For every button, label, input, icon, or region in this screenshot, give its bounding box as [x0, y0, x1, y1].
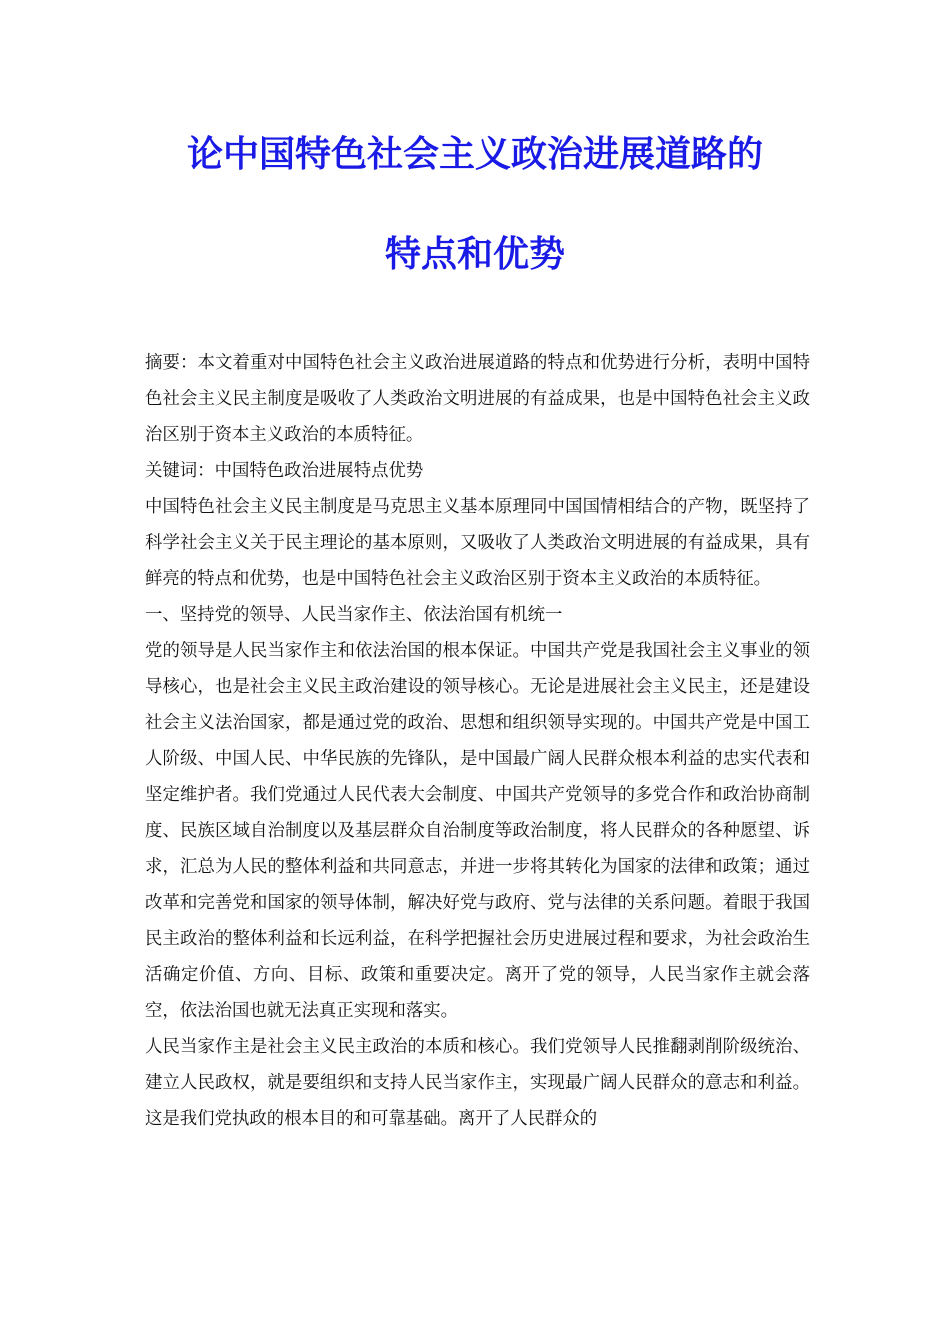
section-1-paragraph-2: 人民当家作主是社会主义民主政治的本质和核心。我们党领导人民推翻剥削阶级统治、建立人民政权，就是要组织和支持人民当家作主，实现最广阔人民群众的意志和利益。这是我们党执政的根本目的和可靠基础。离开了人民群众的 — [145, 1037, 810, 1129]
document-title-line-2: 特点和优势 — [384, 234, 565, 275]
document-body — [145, 345, 810, 1137]
abstract-paragraph: 摘要：本文着重对中国特色社会主义政治进展道路的特点和优势进行分析，表明中国特色社会主义民主制度是吸收了人类政治文明进展的有益成果，也是中国特色社会主义政治区别于资本主义政治的本质特征。 — [145, 353, 810, 445]
document-title-line-1: 论中国特色社会主义政治进展道路的 — [186, 134, 763, 175]
keywords-line: 关键词：中国特色政治进展特点优势 — [145, 461, 424, 481]
intro-paragraph: 中国特色社会主义民主制度是马克思主义基本原理同中国国情相结合的产物，既坚持了科学社会主义关于民主理论的基本原则，又吸收了人类政治文明进展的有益成果，具有鲜亮的特点和优势，也是中国特色社会主义政治区别于资本主义政治的本质特征。 — [145, 497, 810, 589]
section-1-heading: 一、坚持党的领导、人民当家作主、依法治国有机统一 — [145, 605, 563, 625]
section-1-paragraph-1: 党的领导是人民当家作主和依法治国的根本保证。中国共产党是我国社会主义事业的领导核心，也是社会主义民主政治建设的领导核心。无论是进展社会主义民主，还是建设社会主义法治国家，都是通过党的政治、思想和组织领导实现的。中国共产党是中国工人阶级、中国人民、中华民族的先锋队，是中国最广阔人民群众根本利益的忠实代表和坚定维护者。我们党通过人民代表大会制度、中国共产党领导的多党合作和政治协商制度、民族区域自治制度以及基层群众自治制度等政治制度，将人民群众的各种愿望、诉求，汇总为人民的整体利益和共同意志，并进一步将其转化为国家的法律和政策；通过改革和完善党和国家的领导体制，解决好党与政府、党与法律的关系问题。着眼于我国民主政治的整体利益和长远利益，在科学把握社会历史进展过程和要求，为社会政治生活确定价值、方向、目标、政策和重要决定。离开了党的领导，人民当家作主就会落空，依法治国也就无法真正实现和落实。 — [145, 641, 810, 1021]
